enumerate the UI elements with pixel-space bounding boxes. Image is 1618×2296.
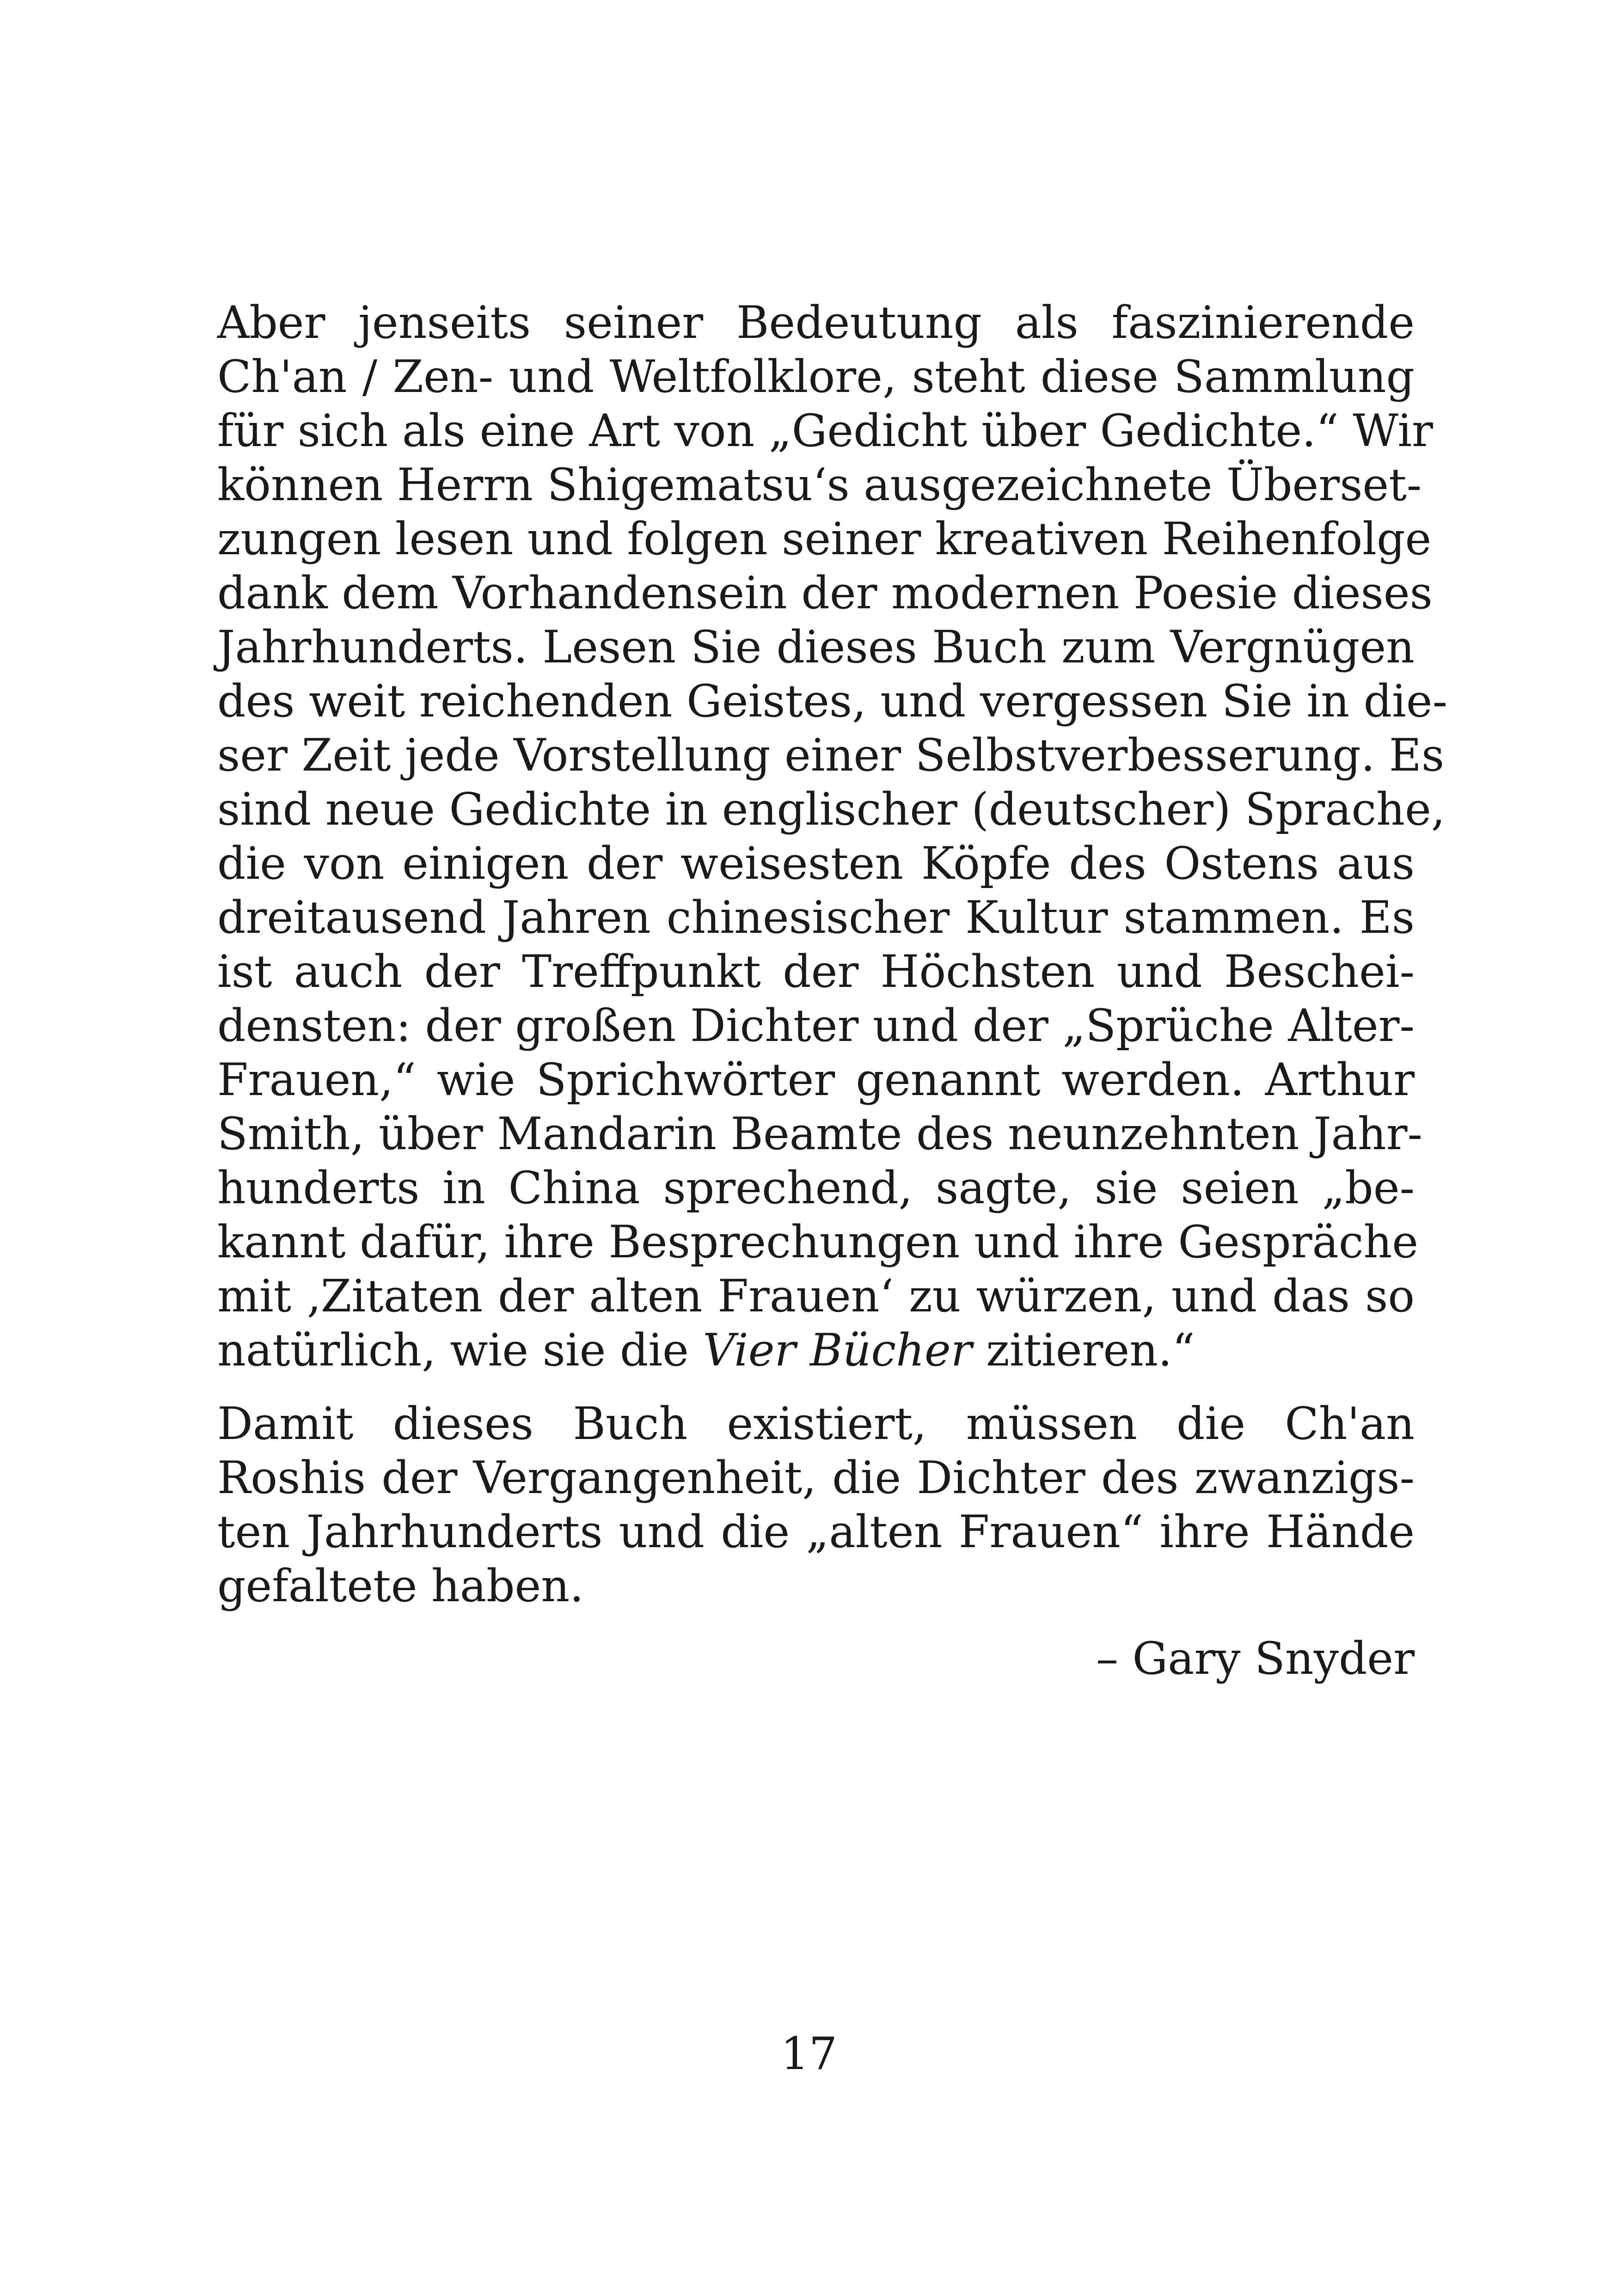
text-line: des weit reichenden Geistes, und vergessen Sie in die- <box>217 675 1447 727</box>
paragraph-2 <box>217 1397 1415 1613</box>
text-line: ten Jahrhunderts und die „alten Frauen“ ihre Hände <box>217 1506 1415 1558</box>
page-number: 17 <box>780 2028 838 2080</box>
text-line: kannt dafür, ihre Besprechungen und ihre Gespräche <box>217 1216 1419 1268</box>
text-line: dreitausend Jahren chinesischer Kultur stammen. Es <box>217 892 1415 943</box>
text-line: Roshis der Vergangenheit, die Dichter des zwanzigs- <box>217 1452 1415 1504</box>
text-line: Aber jenseits seiner Bedeutung als faszinierende <box>217 297 1415 349</box>
book-title-italic: Vier Bücher <box>703 1324 972 1376</box>
text-line: ist auch der Treffpunkt der Höchsten und Beschei- <box>217 946 1415 998</box>
text-line: hunderts in China sprechend, sagte, sie seien „be- <box>217 1162 1415 1214</box>
last-line-start: natürlich, wie sie die <box>217 1324 703 1376</box>
text-line: Jahrhunderts. Lesen Sie dieses Buch zum Vergnügen <box>217 621 1415 673</box>
text-line: Frauen,“ wie Sprichwörter genannt werden. Arthur <box>217 1054 1415 1106</box>
text-line: zungen lesen und folgen seiner kreativen Reihenfolge <box>217 513 1432 565</box>
text-line: können Herrn Shigematsu‘s ausgezeichnete Überset- <box>217 459 1422 511</box>
author-signature: – Gary Snyder <box>1096 1633 1415 1684</box>
last-line-end: zitieren.“ <box>972 1324 1195 1376</box>
text-line-last: gefaltete haben. <box>217 1560 584 1612</box>
text-line: die von einigen der weisesten Köpfe des Ostens aus <box>217 838 1415 889</box>
text-line: mit ‚Zitaten der alten Frauen‘ zu würzen, und das so <box>217 1270 1415 1322</box>
paragraph-1 <box>217 296 1447 1378</box>
text-line: Damit dieses Buch existiert, müssen die Ch'an <box>217 1398 1415 1450</box>
body-text <box>217 296 1447 1686</box>
text-line: Smith, über Mandarin Beamte des neunzehnten Jahr- <box>217 1108 1422 1160</box>
text-line: dank dem Vorhandensein der modernen Poesie dieses <box>217 567 1433 619</box>
text-line: Ch'an / Zen- und Weltfolklore, steht diese Sammlung <box>217 351 1415 403</box>
text-line: für sich als eine Art von „Gedicht über Gedichte.“ Wir <box>217 405 1433 457</box>
text-line: ser Zeit jede Vorstellung einer Selbstverbesserung. Es <box>217 729 1445 781</box>
text-line: sind neue Gedichte in englischer (deutscher) Sprache, <box>217 784 1446 835</box>
text-line-last <box>217 1323 1415 1378</box>
text-line: densten: der großen Dichter und der „Sprüche Alter- <box>217 1000 1415 1052</box>
